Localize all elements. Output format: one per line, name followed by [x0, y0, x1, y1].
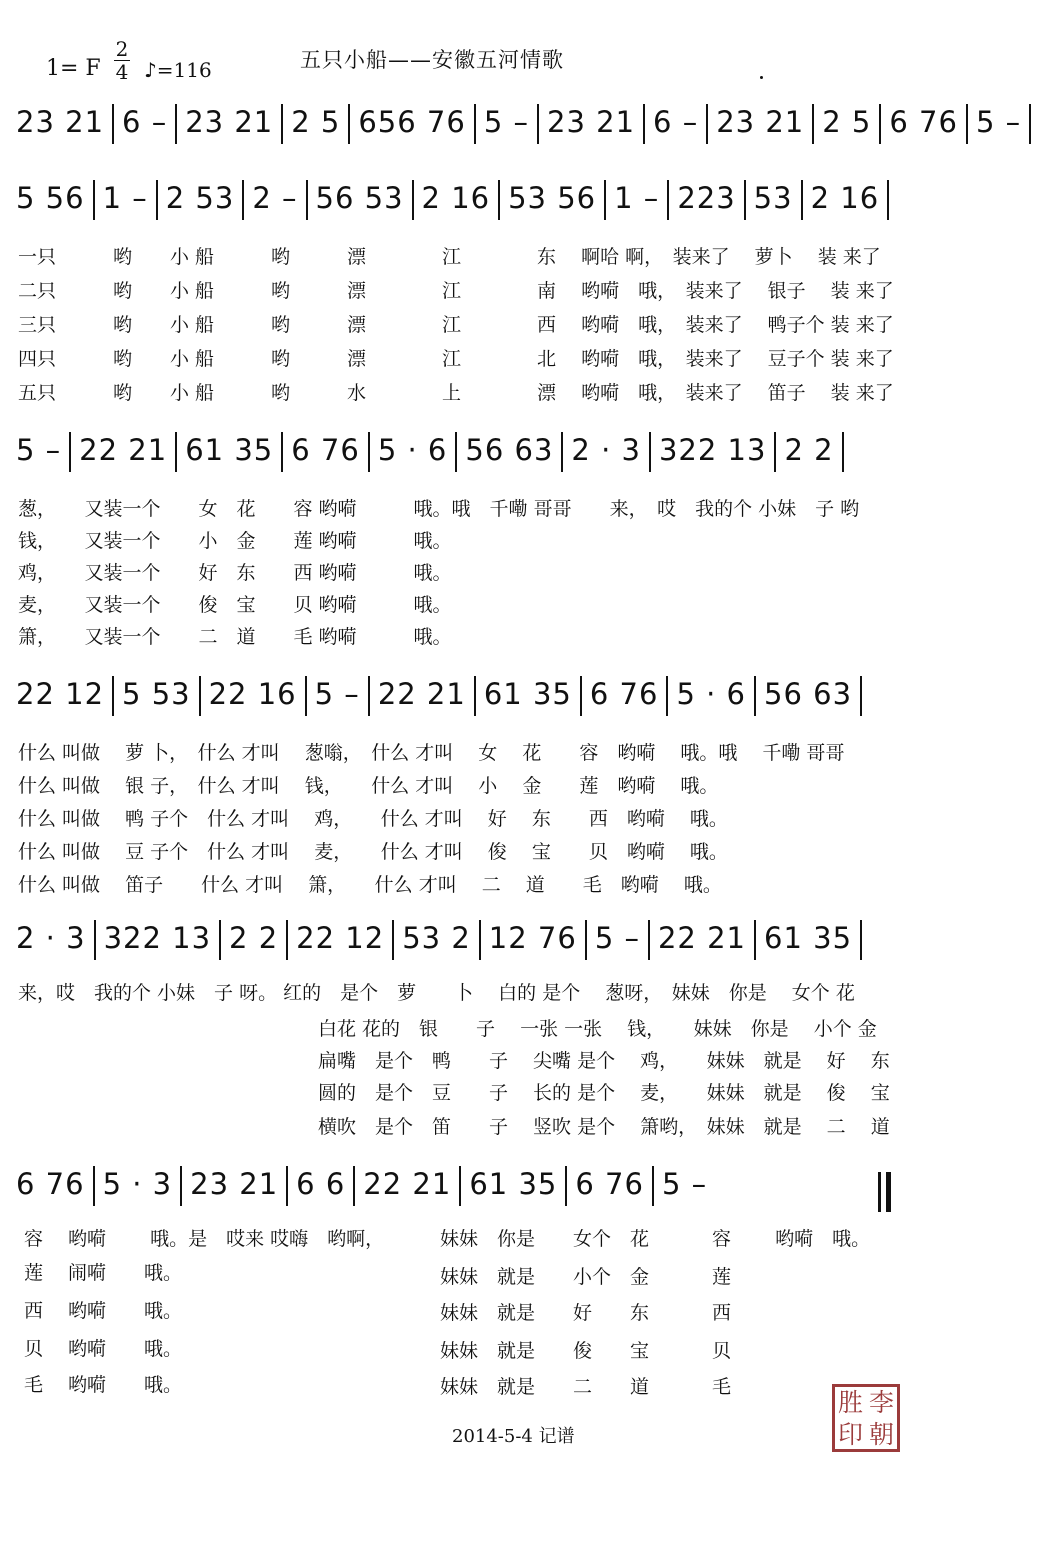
barline [860, 920, 862, 960]
measure: 23 21 [716, 105, 805, 139]
measure: 6 6 [296, 1167, 346, 1201]
barline [479, 920, 481, 960]
measure: 53 56 [508, 181, 597, 215]
measure: 5 · 6 [377, 433, 448, 467]
barline [561, 432, 563, 472]
key-signature: 1= F [46, 56, 101, 81]
measure: 6 76 [889, 105, 958, 139]
lyric-line: 二只 哟 小 船 哟 漂 江 南 哟嗬 哦， 装来了 银子 装 来了 [18, 280, 894, 302]
barline [306, 180, 308, 220]
measure: 2 · 3 [16, 921, 86, 955]
score-system [0, 1166, 1009, 1396]
barline [219, 920, 221, 960]
measure: 656 76 [358, 105, 466, 139]
lyric-line: 妹妹 就是 俊 宝 贝 [440, 1340, 732, 1362]
lyric-line: 箫， 又装一个 二 道 毛 哟嗬 哦。 [18, 626, 452, 648]
measure: 6 76 [575, 1167, 644, 1201]
seal-char: 朝 [868, 1420, 894, 1449]
lyric-line: 什么 叫做 豆 子个 什么 才叫 麦， 什么 才叫 俊 宝 贝 哟嗬 哦。 [18, 841, 728, 863]
measure: 56 53 [315, 181, 404, 215]
measure: 2 · 3 [571, 433, 641, 467]
barline [392, 920, 394, 960]
lyric-line: 莲 闹嗬 哦。 [24, 1262, 183, 1284]
measure: 53 [753, 181, 793, 215]
lyric-line: 鸡， 又装一个 好 东 西 哟嗬 哦。 [18, 562, 452, 584]
barline [604, 180, 606, 220]
measure: 22 21 [363, 1167, 452, 1201]
measure: 5 – [483, 105, 530, 139]
measure: 56 63 [764, 677, 853, 711]
lyric-line: 五只 哟 小 船 哟 水 上 漂 哟嗬 哦， 装来了 笛子 装 来了 [18, 382, 894, 404]
measure: 322 13 [658, 433, 767, 467]
barline [580, 676, 582, 716]
lyric-line: 容 哟嗬 哦。是 哎来 哎嗨 哟啊， [24, 1228, 385, 1250]
lyric-line: 扁嘴 是个 鸭 子 尖嘴 是个 鸡， 妹妹 就是 好 东 [318, 1050, 890, 1072]
transcription-date: 2014-5-4 记谱 [452, 1426, 575, 1447]
measure: 5 53 [122, 677, 191, 711]
barline [112, 676, 114, 716]
lyric-line: 妹妹 就是 好 东 西 [440, 1302, 732, 1324]
notation-line [16, 432, 999, 472]
lyric-line: 西 哟嗬 哦。 [24, 1300, 183, 1322]
score-system [0, 676, 1009, 896]
barline [353, 1166, 355, 1206]
lyric-line: 什么 叫做 银 子， 什么 才叫 钱， 什么 才叫 小 金 莲 哟嗬 哦。 [18, 775, 719, 797]
score-system [0, 920, 1009, 1140]
lyric-line: 来，哎 我的个 小妹 子 呀。 红的 是个 萝 卜 白的 是个 葱呀， 妹妹 你是 女个 花 [18, 982, 855, 1004]
meter-top: 2 [115, 37, 129, 61]
measure: 61 35 [185, 433, 274, 467]
score-header [0, 0, 1009, 100]
barline [565, 1166, 567, 1206]
notation-line [16, 920, 999, 960]
barline [774, 432, 776, 472]
seal-stamp [832, 1384, 900, 1452]
measure: 56 63 [465, 433, 554, 467]
seal-char: 胜 [837, 1388, 863, 1417]
barline [112, 104, 114, 144]
lyric-line: 什么 叫做 笛子 什么 才叫 箫， 什么 才叫 二 道 毛 哟嗬 哦。 [18, 874, 722, 896]
barline [754, 676, 756, 716]
final-barline-thick [886, 1172, 891, 1212]
seal-char: 印 [837, 1420, 863, 1449]
score-system [0, 432, 1009, 657]
measure: 6 – [122, 105, 168, 139]
measure: 2 2 [784, 433, 834, 467]
barline [744, 180, 746, 220]
measure: 22 12 [296, 921, 385, 955]
barline [180, 1166, 182, 1206]
barline [706, 104, 708, 144]
measure: 22 21 [657, 921, 747, 955]
measure: 6 – [653, 105, 699, 139]
barline [666, 676, 668, 716]
measure: 1 – [614, 181, 660, 215]
barline [649, 432, 651, 472]
measure: 23 21 [547, 105, 636, 139]
barline [842, 432, 844, 472]
measure: 5 – [661, 1167, 708, 1201]
notation-line [16, 1166, 889, 1206]
measure: 2 – [252, 181, 298, 215]
measure: 2 5 [822, 105, 872, 139]
measure: 6 76 [16, 1167, 85, 1201]
barline [286, 1166, 288, 1206]
barline [754, 920, 756, 960]
score-system [0, 180, 1009, 420]
barline [455, 432, 457, 472]
barline [643, 104, 645, 144]
barline [474, 104, 476, 144]
barline [286, 920, 288, 960]
lyric-line: 钱， 又装一个 小 金 莲 哟嗬 哦。 [18, 530, 452, 552]
barline [667, 180, 669, 220]
barline [801, 180, 803, 220]
lyric-line: 贝 哟嗬 哦。 [24, 1338, 183, 1360]
stray-dot [760, 76, 763, 79]
barline [537, 104, 539, 144]
barline [242, 180, 244, 220]
measure: 2 16 [421, 181, 491, 215]
barline [1029, 104, 1031, 144]
lyric-line: 圆的 是个 豆 子 长的 是个 麦， 妹妹 就是 俊 宝 [318, 1082, 890, 1104]
lyric-line: 三只 哟 小 船 哟 漂 江 西 哟嗬 哦， 装来了 鸭子个 装 来了 [18, 314, 894, 336]
meter-bottom: 4 [115, 60, 129, 84]
lyric-line: 白花 花的 银 子 一张 一张 钱， 妹妹 你是 小个 金 [318, 1018, 877, 1040]
measure: 12 76 [488, 921, 577, 955]
measure: 5 · 3 [102, 1167, 173, 1201]
barline [94, 920, 96, 960]
measure: 2 53 [165, 181, 235, 215]
lyric-line: 毛 哟嗬 哦。 [24, 1374, 183, 1396]
lyric-line: 一只 哟 小 船 哟 漂 江 东 啊哈 啊， 装来了 萝卜 装 来了 [18, 246, 881, 268]
tempo-marking: ♪=116 [144, 58, 212, 82]
barline [156, 180, 158, 220]
barline [412, 180, 414, 220]
notation-line [16, 104, 1022, 144]
measure: 53 2 [402, 921, 471, 955]
measure: 5 – [975, 105, 1022, 139]
measure: 223 [677, 181, 736, 215]
lyric-line: 妹妹 你是 女个 花 容 哟嗬 哦。 [440, 1228, 871, 1250]
measure: 61 35 [469, 1167, 558, 1201]
measure: 22 21 [79, 433, 168, 467]
barline [652, 1166, 654, 1206]
barline [498, 180, 500, 220]
lyric-line: 妹妹 就是 二 道 毛 [440, 1376, 732, 1398]
measure: 23 21 [185, 105, 274, 139]
lyric-line: 四只 哟 小 船 哟 漂 江 北 哟嗬 哦， 装来了 豆子个 装 来了 [18, 348, 894, 370]
lyric-line: 横吹 是个 笛 子 竖吹 是个 箫哟， 妹妹 就是 二 道 [318, 1116, 890, 1138]
measure: 1 – [102, 181, 148, 215]
measure: 5 – [16, 433, 62, 467]
measure: 61 35 [764, 921, 853, 955]
measure: 322 13 [103, 921, 212, 955]
barline [966, 104, 968, 144]
barline [648, 920, 650, 960]
measure: 5 56 [16, 181, 85, 215]
barline [281, 104, 283, 144]
score-system [0, 104, 1022, 164]
barline [348, 104, 350, 144]
notation-line [16, 676, 999, 716]
barline [199, 676, 201, 716]
barline [368, 676, 370, 716]
notation-line [16, 180, 999, 220]
measure: 5 – [594, 921, 640, 955]
seal-char: 李 [868, 1388, 894, 1417]
barline [175, 104, 177, 144]
measure: 2 16 [810, 181, 880, 215]
measure: 61 35 [483, 677, 572, 711]
barline [879, 104, 881, 144]
measure: 22 12 [16, 677, 105, 711]
lyric-line: 妹妹 就是 小个 金 莲 [440, 1266, 732, 1288]
barline [93, 180, 95, 220]
measure: 23 21 [190, 1167, 279, 1201]
barline [474, 676, 476, 716]
measure: 5 – [314, 677, 360, 711]
lyric-line: 麦， 又装一个 俊 宝 贝 哟嗬 哦。 [18, 594, 452, 616]
measure: 2 2 [229, 921, 279, 955]
barline [459, 1166, 461, 1206]
barline [93, 1166, 95, 1206]
barline [368, 432, 370, 472]
barline [812, 104, 814, 144]
measure: 22 21 [377, 677, 466, 711]
measure: 6 76 [589, 677, 659, 711]
song-title: 五只小船——安徽五河情歌 [300, 48, 564, 72]
lyric-line: 什么 叫做 萝 卜， 什么 才叫 葱嗡， 什么 才叫 女 花 容 哟嗬 哦。哦 千嘞 哥哥 [18, 742, 845, 764]
barline [860, 676, 862, 716]
lyric-line: 什么 叫做 鸭 子个 什么 才叫 鸡， 什么 才叫 好 东 西 哟嗬 哦。 [18, 808, 728, 830]
barline [887, 180, 889, 220]
final-barline [878, 1172, 881, 1212]
lyric-line: 葱， 又装一个 女 花 容 哟嗬 哦。哦 千嘞 哥哥 来， 哎 我的个 小妹 子 哟 [18, 498, 860, 520]
barline [305, 676, 307, 716]
measure: 22 16 [208, 677, 297, 711]
barline [175, 432, 177, 472]
barline [585, 920, 587, 960]
barline [281, 432, 283, 472]
measure: 5 · 6 [676, 677, 747, 711]
barline [69, 432, 71, 472]
measure: 6 76 [291, 433, 360, 467]
time-signature [112, 38, 132, 83]
measure: 23 21 [16, 105, 105, 139]
measure: 2 5 [291, 105, 341, 139]
